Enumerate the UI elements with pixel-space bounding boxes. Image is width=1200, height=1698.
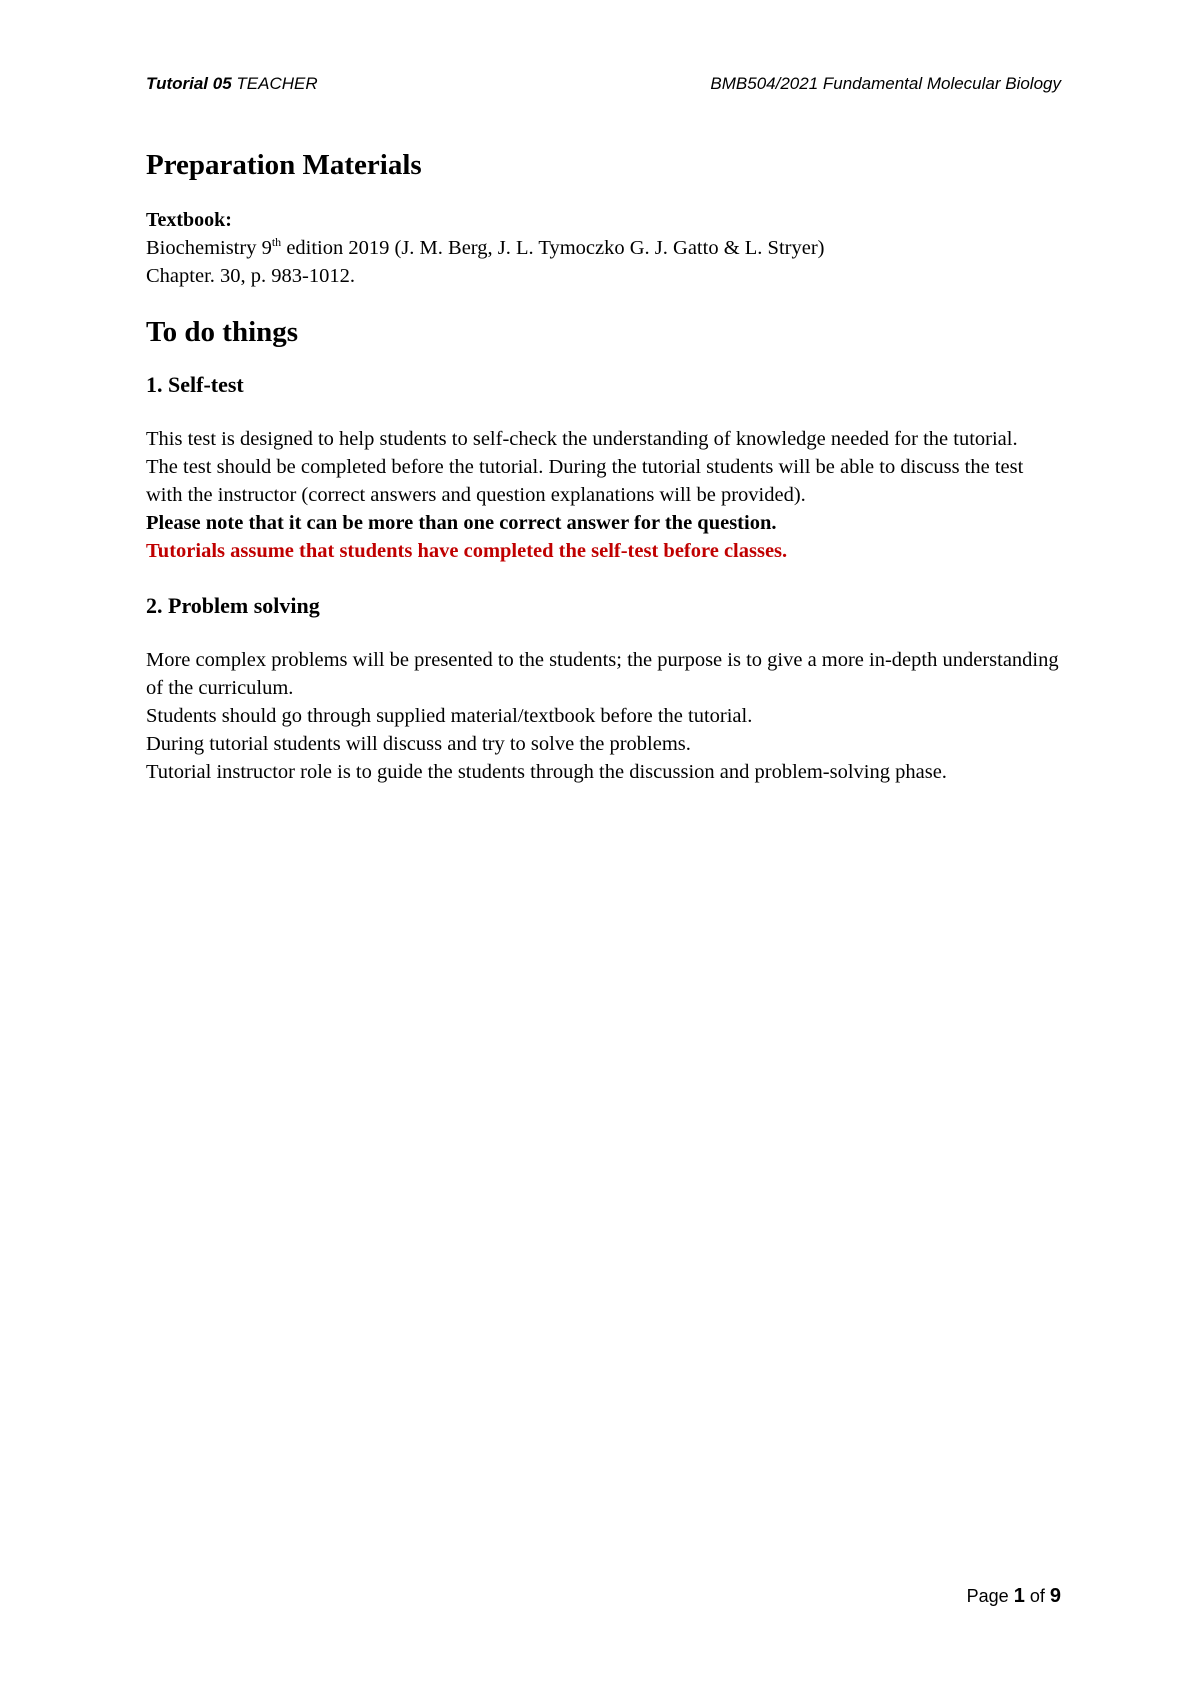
self-test-para-1: This test is designed to help students to self-check the understanding of knowledge needed for the tutorial.: [146, 428, 1018, 450]
page-number-footer: [967, 1585, 1061, 1608]
page-content: [146, 145, 1061, 786]
preparation-title: Preparation Materials: [146, 149, 422, 181]
header-left: [146, 74, 318, 94]
current-page-number: 1: [1013, 1585, 1025, 1607]
self-test-para-2: The test should be completed before the tutorial. During the tutorial students will be able to discuss the test with the instructor (correct answers and question explanations will be provided).: [146, 456, 1024, 506]
self-test-note: Please note that it can be more than one correct answer for the question.: [146, 512, 777, 534]
page-header: [146, 74, 1061, 100]
self-test-warning: Tutorials assume that students have completed the self-test before classes.: [146, 540, 788, 562]
problem-solving-para-3: During tutorial students will discuss and try to solve the problems.: [146, 733, 691, 755]
textbook-label: Textbook:: [146, 209, 232, 231]
textbook-citation: [146, 234, 1061, 262]
todo-title: To do things: [146, 316, 299, 348]
problem-solving-para-1: More complex problems will be presented to the students; the purpose is to give a more in-depth understanding of the curriculum.: [146, 649, 1059, 699]
book-details: edition 2019 (J. M. Berg, J. L. Tymoczko G. J. Gatto & L. Stryer): [281, 237, 825, 259]
total-pages: 9: [1049, 1585, 1061, 1607]
page-word: Page: [966, 1586, 1009, 1606]
self-test-heading: 1. Self-test: [146, 372, 244, 397]
header-teacher-label: TEACHER: [231, 74, 318, 93]
of-word: of: [1029, 1586, 1045, 1606]
header-course-title: BMB504/2021 Fundamental Molecular Biology: [710, 74, 1061, 93]
problem-solving-para-4: Tutorial instructor role is to guide the students through the discussion and problem-solving phase.: [146, 761, 947, 783]
edition-superscript: th: [271, 235, 282, 250]
book-title: Biochemistry 9: [146, 237, 272, 259]
problem-solving-para-2: Students should go through supplied material/textbook before the tutorial.: [146, 705, 753, 727]
chapter-reference: Chapter. 30, p. 983-1012.: [146, 265, 355, 287]
header-tutorial-number: Tutorial 05: [146, 74, 232, 93]
problem-solving-heading: 2. Problem solving: [146, 593, 320, 618]
